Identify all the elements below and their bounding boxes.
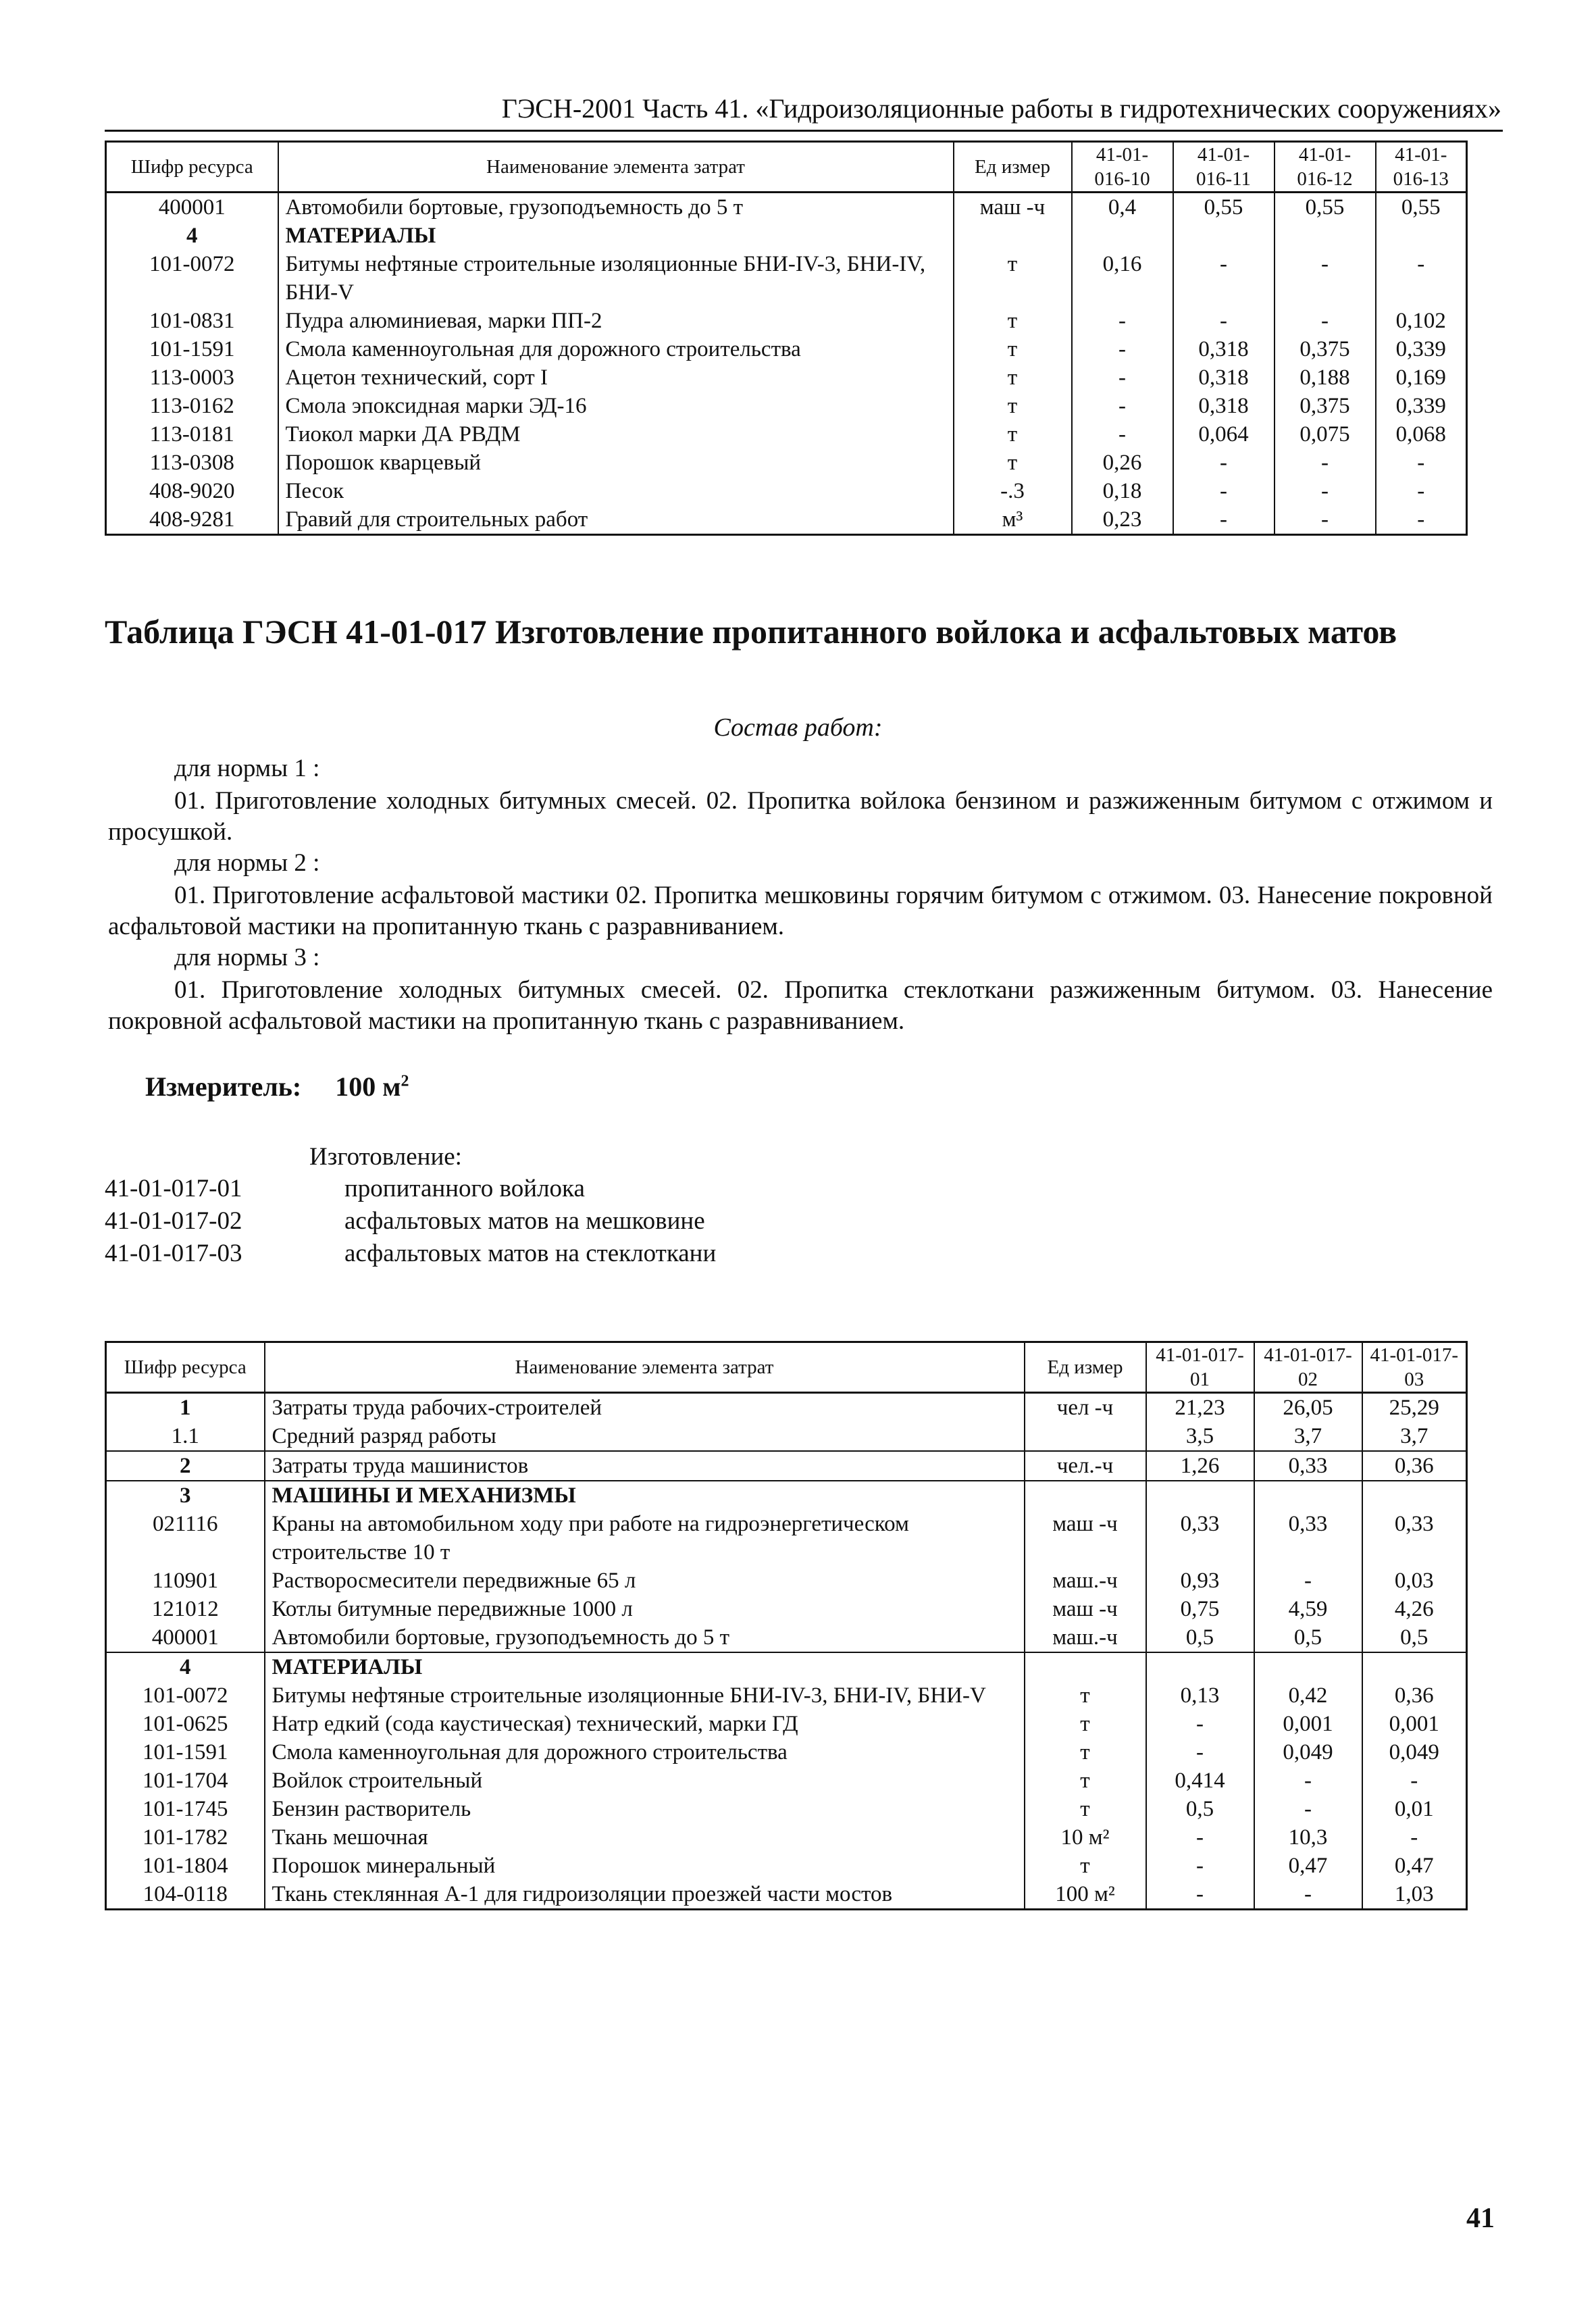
resource-code-cell: 113-0003 — [106, 363, 278, 392]
resource-name-cell: Растворосмесители передвижные 65 л — [265, 1567, 1025, 1595]
resource-name-cell: Порошок минеральный — [265, 1852, 1025, 1880]
resource-code-cell: 101-1591 — [106, 1738, 265, 1766]
resource-name-cell: Средний разряд работы — [265, 1422, 1025, 1451]
resource-name-cell: Затраты труда рабочих-строителей — [265, 1393, 1025, 1423]
table-header-row — [106, 1342, 1467, 1393]
value-cell: 0,075 — [1275, 420, 1376, 449]
list-heading: Изготовление: — [309, 1143, 462, 1171]
value-cell: 0,4 — [1072, 193, 1173, 222]
resource-name-cell: Ткань мешочная — [265, 1823, 1025, 1852]
resource-name-cell: Котлы битумные передвижные 1000 л — [265, 1595, 1025, 1623]
unit-cell: маш.-ч — [1025, 1623, 1146, 1652]
value-cell: 0,102 — [1376, 307, 1467, 335]
col-header-norm: 41-01-016-13 — [1376, 142, 1467, 193]
resource-code-cell: 021116 — [106, 1510, 265, 1567]
value-cell: - — [1072, 420, 1173, 449]
value-cell: 0,064 — [1173, 420, 1275, 449]
value-cell: 0,93 — [1146, 1567, 1254, 1595]
value-cell: 3,7 — [1362, 1422, 1467, 1451]
col-header-norm: 41-01-017-01 — [1146, 1342, 1254, 1393]
col-header-norm: 41-01-017-02 — [1254, 1342, 1362, 1393]
list-item-code: 41-01-017-01 — [105, 1175, 242, 1202]
norm-1-text: 01. Приготовление холодных битумных смесей. 02. Пропитка войлока бензином и разжиженным битумом с отжимом и просушкой. — [108, 787, 1493, 846]
table-row — [106, 1422, 1467, 1451]
unit-cell: т — [954, 307, 1072, 335]
value-cell: 0,375 — [1275, 392, 1376, 420]
table-row — [106, 1766, 1467, 1795]
unit-cell: 10 м² — [1025, 1823, 1146, 1852]
list-item-text: асфальтовых матов на стеклоткани — [344, 1240, 717, 1267]
value-cell: 0,55 — [1275, 193, 1376, 222]
value-cell: 3,5 — [1146, 1422, 1254, 1451]
resource-code-cell: 4 — [106, 1652, 265, 1681]
table-row — [106, 1623, 1467, 1652]
resource-name-cell: Ацетон технический, сорт I — [278, 363, 954, 392]
list-item-code: 41-01-017-03 — [105, 1240, 242, 1267]
unit-cell: т — [954, 250, 1072, 307]
value-cell — [1146, 1652, 1254, 1681]
resource-name-cell: Пудра алюминиевая, марки ПП-2 — [278, 307, 954, 335]
table-row — [106, 1393, 1467, 1423]
value-cell: 0,188 — [1275, 363, 1376, 392]
value-cell: 25,29 — [1362, 1393, 1467, 1423]
value-cell: 0,47 — [1254, 1852, 1362, 1880]
value-cell: 0,5 — [1254, 1623, 1362, 1652]
value-cell — [1362, 1481, 1467, 1510]
value-cell: 0,13 — [1146, 1681, 1254, 1710]
unit-cell — [1025, 1481, 1146, 1510]
value-cell: 10,3 — [1254, 1823, 1362, 1852]
value-cell: - — [1376, 250, 1467, 307]
value-cell: 0,339 — [1376, 335, 1467, 363]
resource-code-cell: 101-1782 — [106, 1823, 265, 1852]
resource-table-017 — [105, 1341, 1468, 1910]
value-cell: 0,18 — [1072, 477, 1173, 505]
value-cell: - — [1254, 1567, 1362, 1595]
table-row — [106, 1795, 1467, 1823]
unit-cell: т — [1025, 1852, 1146, 1880]
value-cell: - — [1376, 505, 1467, 535]
value-cell — [1362, 1652, 1467, 1681]
norm-2-label: для нормы 2 : — [174, 849, 320, 877]
table-row — [106, 1880, 1467, 1910]
resource-name-cell: Битумы нефтяные строительные изоляционные БНИ-IV-3, БНИ-IV, БНИ-V — [265, 1681, 1025, 1710]
unit-cell: т — [954, 392, 1072, 420]
value-cell: - — [1146, 1852, 1254, 1880]
table-row — [106, 1451, 1467, 1481]
value-cell: 0,36 — [1362, 1451, 1467, 1481]
list-item-code: 41-01-017-02 — [105, 1207, 242, 1235]
unit-cell — [1025, 1422, 1146, 1451]
table-row — [106, 1738, 1467, 1766]
unit-cell: маш -ч — [954, 193, 1072, 222]
value-cell: - — [1072, 307, 1173, 335]
resource-code-cell: 101-0831 — [106, 307, 278, 335]
value-cell: 21,23 — [1146, 1393, 1254, 1423]
col-header-norm: 41-01-016-11 — [1173, 142, 1275, 193]
unit-cell: 100 м² — [1025, 1880, 1146, 1910]
resource-code-cell: 113-0308 — [106, 449, 278, 477]
value-cell: - — [1275, 477, 1376, 505]
value-cell: 0,23 — [1072, 505, 1173, 535]
value-cell: 0,049 — [1254, 1738, 1362, 1766]
value-cell: - — [1362, 1766, 1467, 1795]
works-heading: Состав работ: — [713, 713, 883, 742]
resource-code-cell: 400001 — [106, 193, 278, 222]
value-cell: 0,26 — [1072, 449, 1173, 477]
col-header-norm: 41-01-016-12 — [1275, 142, 1376, 193]
value-cell: - — [1173, 250, 1275, 307]
resource-name-cell: МАТЕРИАЛЫ — [278, 222, 954, 250]
value-cell — [1254, 1652, 1362, 1681]
resource-name-cell: Смола каменноугольная для дорожного строительства — [278, 335, 954, 363]
resource-code-cell: 101-1804 — [106, 1852, 265, 1880]
unit-cell: т — [954, 335, 1072, 363]
value-cell: 0,068 — [1376, 420, 1467, 449]
value-cell: 0,55 — [1376, 193, 1467, 222]
value-cell: - — [1173, 449, 1275, 477]
section-row — [106, 1652, 1467, 1681]
value-cell: 0,5 — [1146, 1623, 1254, 1652]
value-cell: - — [1254, 1795, 1362, 1823]
resource-name-cell: Затраты труда машинистов — [265, 1451, 1025, 1481]
unit-cell: -.3 — [954, 477, 1072, 505]
value-cell: - — [1362, 1823, 1467, 1852]
value-cell: - — [1376, 477, 1467, 505]
value-cell: 0,42 — [1254, 1681, 1362, 1710]
list-item-text: асфальтовых матов на мешковине — [344, 1207, 705, 1235]
resource-code-cell: 2 — [106, 1451, 265, 1481]
unit-cell: т — [954, 420, 1072, 449]
value-cell: - — [1173, 307, 1275, 335]
value-cell: 0,33 — [1254, 1510, 1362, 1567]
value-cell: - — [1275, 505, 1376, 535]
resource-code-cell: 113-0162 — [106, 392, 278, 420]
page-number: 41 — [1466, 2203, 1495, 2234]
unit-cell: маш -ч — [1025, 1595, 1146, 1623]
value-cell: 0,5 — [1146, 1795, 1254, 1823]
table-row — [106, 1595, 1467, 1623]
resource-name-cell: Войлок строительный — [265, 1766, 1025, 1795]
table-row — [106, 1510, 1467, 1567]
value-cell: - — [1275, 449, 1376, 477]
resource-code-cell: 3 — [106, 1481, 265, 1510]
value-cell: 3,7 — [1254, 1422, 1362, 1451]
norm-3-label: для нормы 3 : — [174, 944, 320, 971]
resource-code-cell: 408-9281 — [106, 505, 278, 535]
value-cell: 0,33 — [1254, 1451, 1362, 1481]
col-header-name: Наименование элемента затрат — [265, 1342, 1025, 1393]
table-title: Таблица ГЭСН 41-01-017 Изготовление пропитанного войлока и асфальтовых матов — [105, 613, 1397, 651]
resource-name-cell: Тиокол марки ДА РВДМ — [278, 420, 954, 449]
value-cell: - — [1275, 307, 1376, 335]
unit-cell: т — [954, 363, 1072, 392]
resource-name-cell: Смола каменноугольная для дорожного строительства — [265, 1738, 1025, 1766]
col-header-code: Шифр ресурса — [106, 142, 278, 193]
resource-code-cell: 1.1 — [106, 1422, 265, 1451]
resource-name-cell: Смола эпоксидная марки ЭД-16 — [278, 392, 954, 420]
value-cell: - — [1072, 335, 1173, 363]
value-cell: - — [1254, 1766, 1362, 1795]
value-cell: - — [1072, 392, 1173, 420]
unit-cell: т — [954, 449, 1072, 477]
value-cell: 0,03 — [1362, 1567, 1467, 1595]
unit-cell: т — [1025, 1710, 1146, 1738]
col-header-norm: 41-01-017-03 — [1362, 1342, 1467, 1393]
resource-code-cell: 113-0181 — [106, 420, 278, 449]
table-row — [106, 1567, 1467, 1595]
unit-cell: т — [1025, 1795, 1146, 1823]
section-row — [106, 1481, 1467, 1510]
running-header: ГЭСН-2001 Часть 41. «Гидроизоляционные работы в гидротехнических сооружениях» — [501, 93, 1501, 124]
resource-name-cell: Песок — [278, 477, 954, 505]
table-row — [106, 1710, 1467, 1738]
resource-name-cell: Краны на автомобильном ходу при работе на гидроэнергетическом строительстве 10 т — [265, 1510, 1025, 1567]
unit-cell — [1025, 1652, 1146, 1681]
value-cell: - — [1173, 505, 1275, 535]
table-row — [106, 1823, 1467, 1852]
unit-cell: маш.-ч — [1025, 1567, 1146, 1595]
value-cell: 0,001 — [1362, 1710, 1467, 1738]
value-cell: 4,26 — [1362, 1595, 1467, 1623]
norm-1-label: для нормы 1 : — [174, 755, 320, 782]
value-cell: - — [1146, 1880, 1254, 1910]
resource-name-cell: Автомобили бортовые, грузоподъемность до 5 т — [278, 193, 954, 222]
resource-name-cell: МАТЕРИАЛЫ — [265, 1652, 1025, 1681]
value-cell: - — [1146, 1738, 1254, 1766]
value-cell: 0,55 — [1173, 193, 1275, 222]
resource-name-cell: Бензин растворитель — [265, 1795, 1025, 1823]
value-cell: 0,01 — [1362, 1795, 1467, 1823]
value-cell: 0,36 — [1362, 1681, 1467, 1710]
norm-2-text: 01. Приготовление асфальтовой мастики 02. Пропитка мешковины горячим битумом с отжимом. 03. Нанесение покровной асфальтовой мастики на пропитанную ткань с разравниванием. — [108, 882, 1493, 940]
resource-name-cell: Автомобили бортовые, грузоподъемность до 5 т — [265, 1623, 1025, 1652]
resource-code-cell: 408-9020 — [106, 477, 278, 505]
measure-label: Измеритель: — [145, 1071, 302, 1102]
value-cell: 0,414 — [1146, 1766, 1254, 1795]
value-cell — [1254, 1481, 1362, 1510]
resource-code-cell: 101-0072 — [106, 250, 278, 307]
table-row — [106, 1681, 1467, 1710]
col-header-norm: 41-01-016-10 — [1072, 142, 1173, 193]
unit-cell: м³ — [954, 505, 1072, 535]
resource-name-cell: Порошок кварцевый — [278, 449, 954, 477]
col-header-name: Наименование элемента затрат — [278, 142, 954, 193]
value-cell: 0,049 — [1362, 1738, 1467, 1766]
resource-code-cell: 101-1591 — [106, 335, 278, 363]
value-cell: 1,26 — [1146, 1451, 1254, 1481]
value-cell: 4,59 — [1254, 1595, 1362, 1623]
resource-name-cell: Битумы нефтяные строительные изоляционные БНИ-IV-3, БНИ-IV, БНИ-V — [278, 250, 954, 307]
list-item-text: пропитанного войлока — [344, 1175, 585, 1202]
value-cell: - — [1275, 250, 1376, 307]
resource-name-cell: Ткань стеклянная А-1 для гидроизоляции проезжей части мостов — [265, 1880, 1025, 1910]
resource-name-cell: МАШИНЫ И МЕХАНИЗМЫ — [265, 1481, 1025, 1510]
value-cell: - — [1072, 363, 1173, 392]
unit-cell: т — [1025, 1738, 1146, 1766]
resource-code-cell: 101-0625 — [106, 1710, 265, 1738]
resource-code-cell: 400001 — [106, 1623, 265, 1652]
resource-code-cell: 101-1704 — [106, 1766, 265, 1795]
resource-code-cell: 121012 — [106, 1595, 265, 1623]
resource-code-cell: 104-0118 — [106, 1880, 265, 1910]
norm-3-text: 01. Приготовление холодных битумных смесей. 02. Пропитка стеклоткани разжиженным битумом. 03. Нанесение покровной асфальтовой мастики на пропитанную ткань с разравниванием. — [108, 976, 1493, 1035]
value-cell: - — [1254, 1880, 1362, 1910]
resource-name-cell: Натр едкий (сода каустическая) технический, марки ГД — [265, 1710, 1025, 1738]
value-cell: 0,169 — [1376, 363, 1467, 392]
value-cell: - — [1146, 1823, 1254, 1852]
resource-code-cell: 4 — [106, 222, 278, 250]
unit-cell: т — [1025, 1766, 1146, 1795]
measure-value: 100 м — [335, 1071, 401, 1102]
value-cell: 0,001 — [1254, 1710, 1362, 1738]
value-cell: 0,5 — [1362, 1623, 1467, 1652]
resource-code-cell: 101-0072 — [106, 1681, 265, 1710]
value-cell: 0,318 — [1173, 392, 1275, 420]
measure-sup: 2 — [401, 1072, 409, 1090]
col-header-unit: Ед измер — [954, 142, 1072, 193]
value-cell: - — [1173, 477, 1275, 505]
value-cell: 0,339 — [1376, 392, 1467, 420]
resource-code-cell: 110901 — [106, 1567, 265, 1595]
value-cell: - — [1376, 449, 1467, 477]
unit-cell: чел -ч — [1025, 1393, 1146, 1423]
value-cell: 0,47 — [1362, 1852, 1467, 1880]
value-cell: 0,375 — [1275, 335, 1376, 363]
resource-code-cell: 1 — [106, 1393, 265, 1423]
table-row — [106, 1852, 1467, 1880]
resource-code-cell: 101-1745 — [106, 1795, 265, 1823]
value-cell — [1146, 1481, 1254, 1510]
unit-cell: т — [1025, 1681, 1146, 1710]
resource-name-cell: Гравий для строительных работ — [278, 505, 954, 535]
value-cell: 1,03 — [1362, 1880, 1467, 1910]
col-header-code: Шифр ресурса — [106, 1342, 265, 1393]
value-cell: 26,05 — [1254, 1393, 1362, 1423]
unit-cell: маш -ч — [1025, 1510, 1146, 1567]
value-cell: 0,33 — [1146, 1510, 1254, 1567]
value-cell: - — [1146, 1710, 1254, 1738]
value-cell: 0,75 — [1146, 1595, 1254, 1623]
col-header-unit: Ед измер — [1025, 1342, 1146, 1393]
unit-cell: чел.-ч — [1025, 1451, 1146, 1481]
value-cell: 0,318 — [1173, 363, 1275, 392]
value-cell: 0,318 — [1173, 335, 1275, 363]
value-cell: 0,16 — [1072, 250, 1173, 307]
value-cell: 0,33 — [1362, 1510, 1467, 1567]
